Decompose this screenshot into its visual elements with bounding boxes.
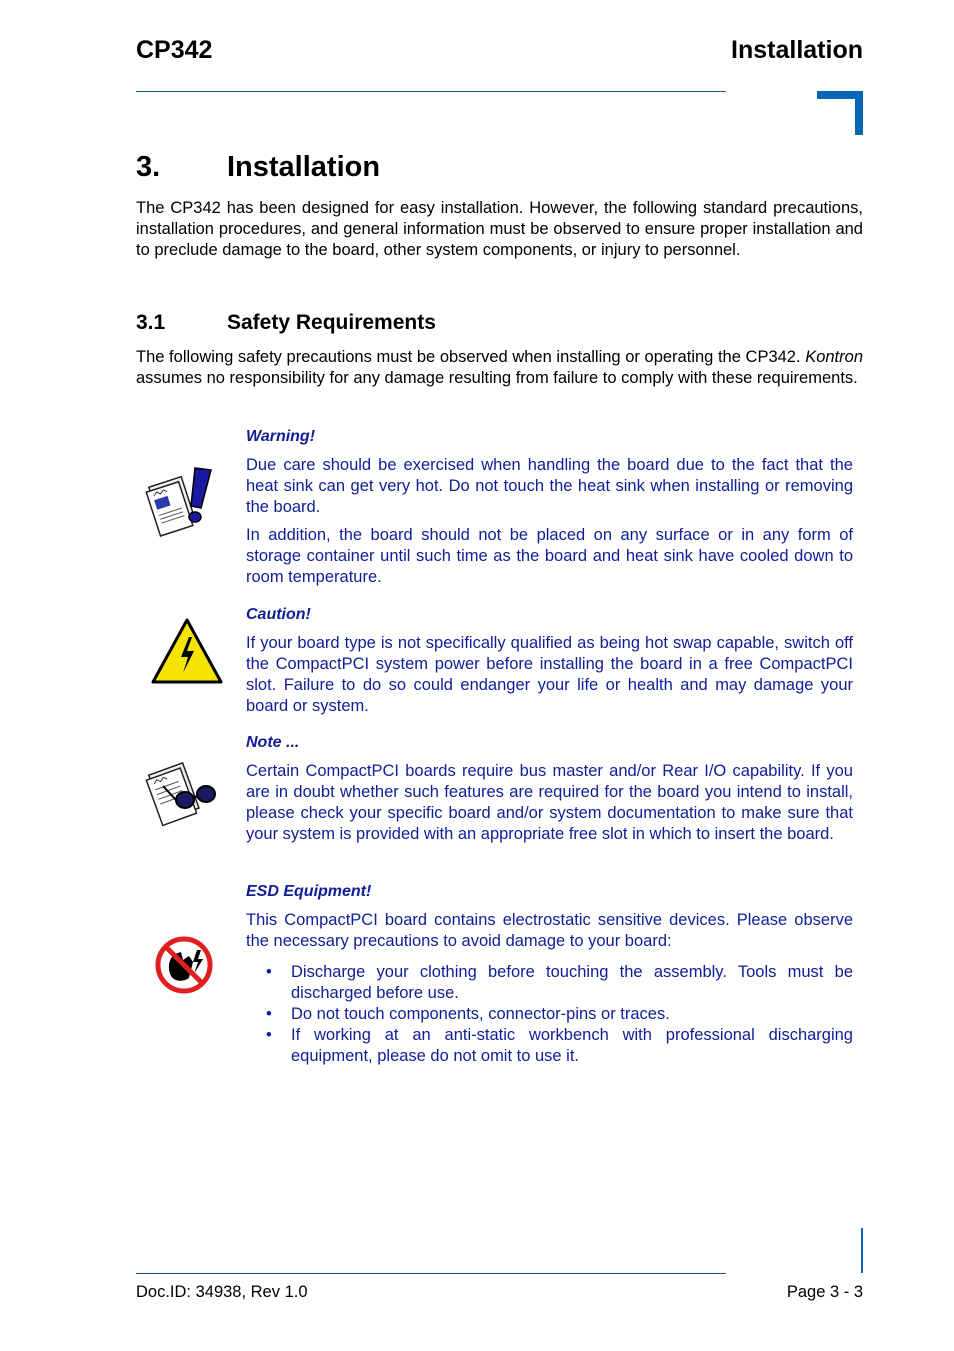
section-intro-line1: The following safety precautions must be observed when installing or operating the CP342. (136, 348, 801, 366)
esd-bullet-2: • Do not touch components, connector-pins or traces. (266, 1004, 853, 1025)
esd-bullet-3: • If working at an anti-static workbench with professional discharging equipment, please do not omit to use it. (266, 1025, 853, 1067)
chapter-intro: The CP342 has been designed for easy installation. However, the following standard precautions, installation procedures, and general information must be observed to ensure proper installation and to preclude damage to the board, other system components, or injury to personnel. (136, 199, 863, 259)
footer-corner-mark (861, 1228, 863, 1273)
warning-text-2: In addition, the board should not be placed on any surface or in any form of storage container until such time as the board and heat sink have cooled down to room temperature. (246, 526, 853, 586)
caution-text: If your board type is not specifically qualified as being hot swap capable, switch off the CompactPCI system power before installing the board in a free CompactPCI slot. Failure to do so could endanger your life or health and may damage your board or system. (246, 634, 853, 715)
chapter-heading (136, 151, 380, 184)
caution-title: Caution! (246, 606, 311, 623)
section-heading (136, 311, 436, 335)
note-glasses-icon (143, 756, 219, 830)
chapter-number: 3. (136, 151, 161, 183)
esd-bullet-list (266, 962, 853, 1067)
esd-no-touch-icon (153, 934, 215, 996)
esd-text: This CompactPCI board contains electrostatic sensitive devices. Please observe the necessary precautions to avoid damage to your board: (246, 911, 853, 950)
header-rule (136, 91, 726, 92)
high-voltage-icon (150, 617, 224, 685)
section-intro-rest: assumes no responsibility for any damage resulting from failure to comply with these requirements. (136, 369, 858, 387)
section-title: Safety Requirements (227, 311, 436, 334)
footer-rule (136, 1273, 726, 1274)
esd-title: ESD Equipment! (246, 883, 372, 900)
warning-title: Warning! (246, 428, 316, 445)
section-number: 3.1 (136, 311, 166, 334)
header-product: CP342 (136, 36, 213, 64)
footer-page-number: Page 3 - 3 (786, 1283, 863, 1301)
header-section: Installation (731, 36, 863, 64)
note-text: Certain CompactPCI boards require bus master and/or Rear I/O capability. If you are in doubt whether such features are required for the board you intend to install, please check your specific board and/or system documentation to make sure that your system is provided with an appropriate free slot in which to insert the board. (246, 762, 853, 843)
chapter-title: Installation (227, 151, 381, 183)
esd-bullet-1: • Discharge your clothing before touching the assembly. Tools must be discharged before use. (266, 962, 853, 1004)
warning-exclamation-icon (143, 462, 219, 538)
note-title: Note ... (246, 734, 300, 751)
warning-text-1: Due care should be exercised when handling the board due to the fact that the heat sink can get very hot. Do not touch the heat sink when installing or removing the board. (246, 456, 853, 516)
footer-doc-id: Doc.ID: 34938, Rev 1.0 (136, 1283, 308, 1301)
header-corner-mark (817, 91, 863, 135)
brand-name: Kontron (805, 348, 863, 366)
section-intro (136, 347, 863, 389)
